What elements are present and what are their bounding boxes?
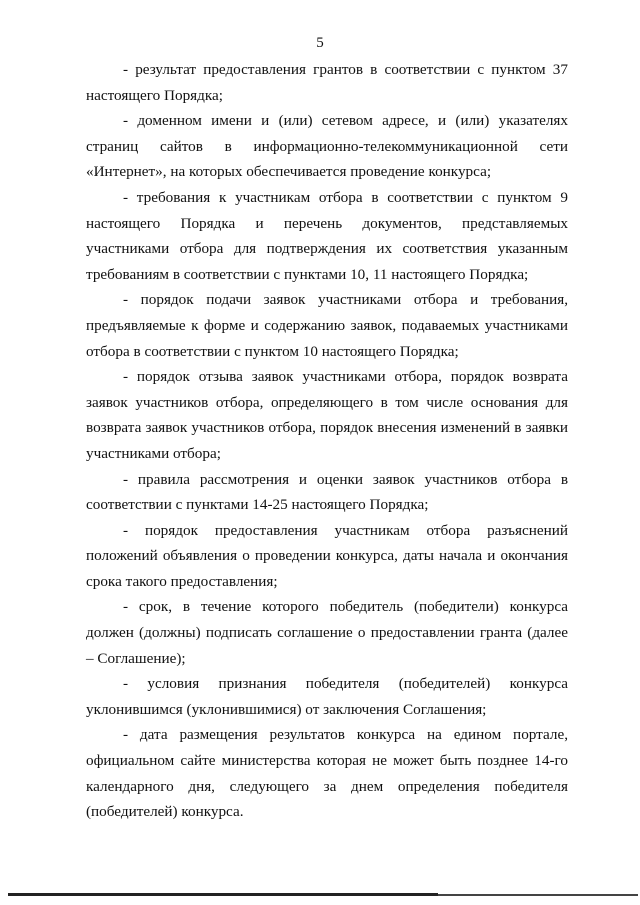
paragraph-application-procedure: - порядок подачи заявок участниками отбора и требования, предъявляемые к форме и содержанию заявок, подаваемых участниками отбора в соответствии с пунктом 10 настоящего Порядка; [86,291,568,360]
paragraph-signing-deadline: - срок, в течение которого победитель (победители) конкурса должен (должны) подписать соглашение о предоставлении гранта (далее – Соглашение); [86,598,568,667]
paragraph-application-withdrawal: - порядок отзыва заявок участниками отбора, порядок возврата заявок участников отбора, определяющего в том числе основания для возврата заявок участников отбора, порядок внесения изменений в заявки участниками отбора; [86,368,568,462]
paragraph-domain-name: - доменном имени и (или) сетевом адресе, и (или) указателях страниц сайтов в информационно-телекоммуникационной сети «Интернет», на которых обеспечивается проведение конкурса; [86,112,568,181]
paragraph-review-rules: - правила рассмотрения и оценки заявок участников отбора в соответствии с пунктами 14-25 настоящего Порядка; [86,470,568,514]
paragraph-results-publication: - дата размещения результатов конкурса на едином портале, официальном сайте министерства которая не может быть позднее 14-го календарного дня, следующего за днем определения победителя (победителей) конкурса. [86,726,568,821]
paragraph-participant-requirements: - требования к участникам отбора в соответствии с пунктом 9 настоящего Порядка и перечень документов, представляемых участниками отбора для подтверждения их соответствия указанным требованиям в соответствии с пунктами 10, 11 настоящего Порядка; [86,188,568,283]
scan-edge-line [8,893,438,896]
paragraph-clarification-procedure: - порядок предоставления участникам отбора разъяснений положений объявления о проведении конкурса, даты начала и окончания срока такого предоставления; [86,521,568,590]
document-body [86,57,568,825]
scan-edge-line-right [438,894,638,896]
page-number: 5 [316,35,324,51]
paragraph-grant-result: - результат предоставления грантов в соответствии с пунктом 37 настоящего Порядка; [86,61,568,104]
paragraph-evasion-conditions: - условия признания победителя (победителей) конкурса уклонившимся (уклонившимися) от заключения Соглашения; [86,675,568,718]
